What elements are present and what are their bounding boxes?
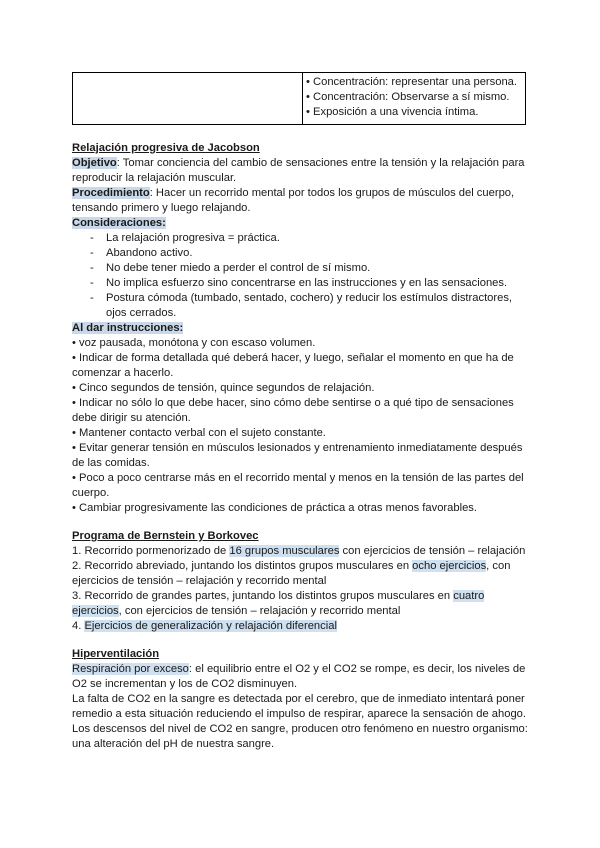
hiper-paragraph-1: Respiración por exceso: el equilibrio entre el O2 y el CO2 se rompe, es decir, los niveles de O2 se incrementan y los de CO2 disminuyen. (72, 663, 526, 690)
table-cell-empty (73, 73, 303, 125)
highlight: cuatro ejercicios (72, 590, 485, 617)
objetivo-paragraph (72, 156, 528, 186)
procedimiento-paragraph (72, 186, 528, 216)
procedimiento-label: Procedimiento (72, 187, 150, 199)
document-page (72, 72, 528, 752)
bernstein-section (72, 529, 528, 634)
instruction-item: • Evitar generar tensión en músculos lesionados y entrenamiento inmediatamente después de las comidas. (72, 442, 523, 469)
program-step-4: 4. Ejercicios de generalización y relajación diferencial (72, 620, 337, 632)
procedimiento-text: : Hacer un recorrido mental por todos los grupos de músculos del cuerpo, tensando primero y luego relajando. (72, 187, 515, 214)
hiper-paragraph-2: La falta de CO2 en la sangre es detectada por el cerebro, que de inmediato intentará poner remedio a esta situación reduciendo el impulso de respirar, aparece la sensación de ahogo. (72, 693, 526, 720)
program-step-2: 2. Recorrido abreviado, juntando los distintos grupos musculares en ocho ejercicios, con ejercicios de tensión – relajación y recorrido mental (72, 560, 511, 587)
objetivo-label: Objetivo (72, 157, 117, 169)
objetivo-text: : Tomar conciencia del cambio de sensaciones entre la tensión y la relajación para reproducir la relajación muscular. (72, 157, 525, 184)
consideraciones-heading: Consideraciones: (72, 217, 166, 229)
highlight: Respiración por exceso (72, 663, 189, 675)
highlight: Ejercicios de generalización y relajación diferencial (84, 620, 337, 632)
instruction-item: • Cinco segundos de tensión, quince segundos de relajación. (72, 382, 375, 394)
instruction-item: • Poco a poco centrarse más en el recorrido mental y menos en la tensión de las partes del cuerpo. (72, 472, 524, 499)
program-step-3: 3. Recorrido de grandes partes, juntando los distintos grupos musculares en cuatro ejercicios, con ejercicios de tensión – relajación y recorrido mental (72, 590, 485, 617)
highlight: ocho ejercicios (412, 560, 487, 572)
instruction-item: • Indicar no sólo lo que debe hacer, sino cómo debe sentirse o a qué tipo de sensaciones debe dirigir su atención. (72, 397, 514, 424)
instruction-item: • Indicar de forma detallada qué deberá hacer, y luego, señalar el momento en que ha de comenzar a hacerlo. (72, 352, 514, 379)
consideraciones-list (72, 231, 528, 321)
table-line: • Exposición a una vivencia íntima. (306, 106, 479, 118)
list-item: - La relajación progresiva = práctica. (90, 231, 528, 246)
instruction-item: • Cambiar progresivamente las condiciones de práctica a otras menos favorables. (72, 502, 478, 514)
continuation-table (72, 72, 526, 125)
instruction-item: • Mantener contacto verbal con el sujeto constante. (72, 427, 326, 439)
section-title: Programa de Bernstein y Borkovec (72, 530, 259, 542)
table-cell-techniques (303, 73, 526, 125)
instrucciones-heading: Al dar instrucciones: (72, 322, 184, 334)
program-step-1: 1. Recorrido pormenorizado de 16 grupos musculares con ejercicios de tensión – relajación (72, 545, 526, 557)
list-item: - No debe tener miedo a perder el control de sí mismo. (90, 261, 528, 276)
table-line: • Concentración: representar una persona. (306, 76, 518, 88)
hiper-paragraph-3: Los descensos del nivel de CO2 en sangre, producen otro fenómeno en nuestro organismo: una alteración del pH de nuestra sangre. (72, 723, 528, 750)
instruction-item: • voz pausada, monótona y con escaso volumen. (72, 337, 316, 349)
hiperventilacion-section (72, 647, 528, 752)
table-line: • Concentración: Observarse a sí mismo. (306, 91, 510, 103)
list-item: - Abandono activo. (90, 246, 528, 261)
list-item: - No implica esfuerzo sino concentrarse en las instrucciones y en las sensaciones. (90, 276, 528, 291)
section-title: Hiperventilación (72, 648, 160, 660)
jacobson-section (72, 141, 528, 516)
highlight: 16 grupos musculares (229, 545, 340, 557)
list-item: - Postura cómoda (tumbado, sentado, cochero) y reducir los estímulos distractores, ojos cerrados. (90, 291, 528, 321)
section-title: Relajación progresiva de Jacobson (72, 142, 260, 154)
